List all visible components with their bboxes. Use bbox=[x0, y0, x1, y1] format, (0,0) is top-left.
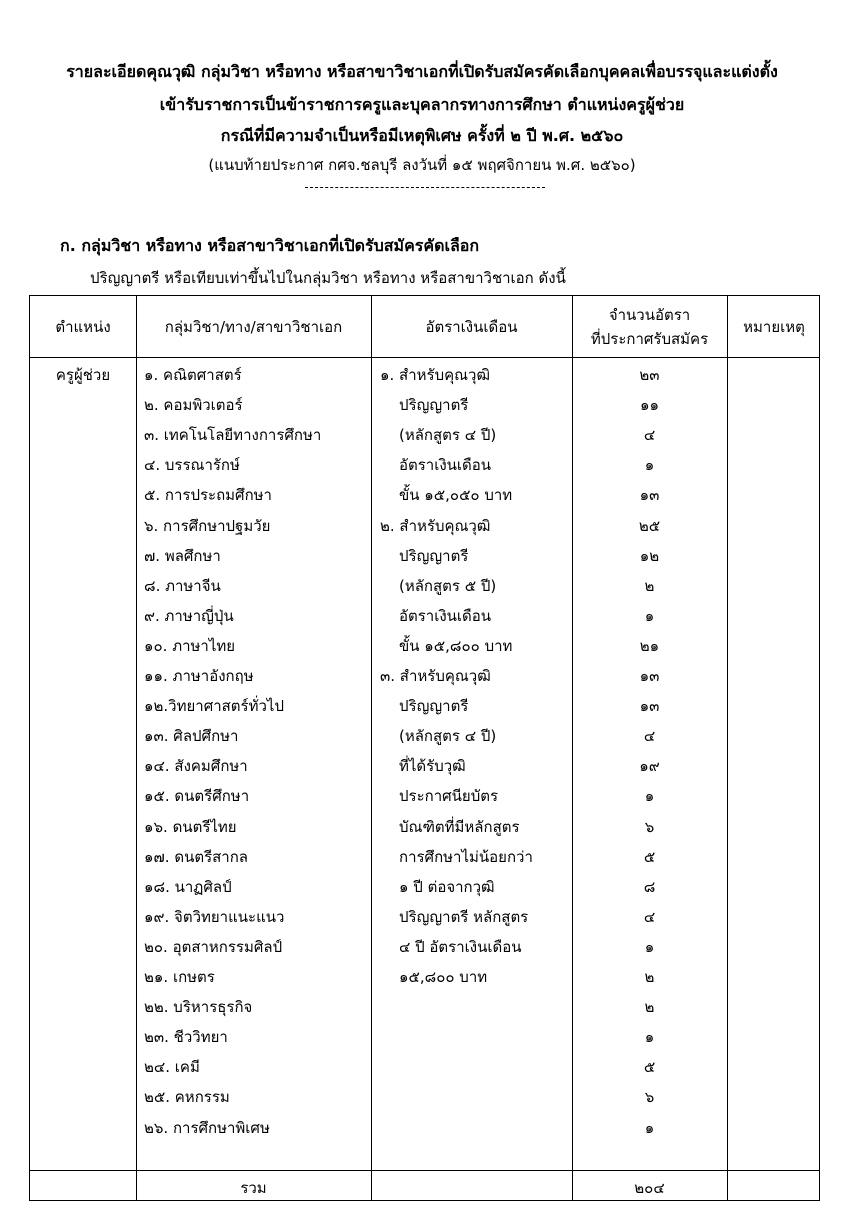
count-value: ๔ bbox=[643, 727, 656, 746]
count-value: ๑ bbox=[644, 1118, 655, 1137]
section-subtitle: ปริญญาตรี หรือเทียบเท่าขึ้นไปในกลุ่มวิชา หรือทาง หรือสาขาวิชาเอก ดังนี้ bbox=[90, 269, 566, 287]
header-remark: หมายเหตุ bbox=[743, 317, 805, 336]
count-value: ๑ bbox=[644, 606, 655, 625]
salary-line: ขั้น ๑๕,๐๕๐ บาท bbox=[399, 486, 513, 505]
column-divider bbox=[727, 296, 728, 1200]
subject-item: ๑๗. ดนตรีสากล bbox=[144, 847, 248, 866]
subject-item: ๑๑. ภาษาอังกฤษ bbox=[144, 667, 254, 685]
subject-item: ๒๕. คหกรรม bbox=[144, 1088, 230, 1107]
subject-item: ๒๖. การศึกษาพิเศษ bbox=[144, 1118, 270, 1137]
salary-line: ๒. สำหรับคุณวุฒิ bbox=[380, 516, 491, 535]
count-value: ๑ bbox=[644, 1028, 655, 1047]
doc-attachment-note: (แนบท้ายประกาศ กศจ.ชลบุรี ลงวันที่ ๑๕ พฤศจิกายน พ.ศ. ๒๕๖๐) bbox=[208, 156, 636, 174]
salary-line: (หลักสูตร ๕ ปี) bbox=[399, 576, 497, 595]
count-value: ๘ bbox=[643, 877, 656, 896]
header-position: ตำแหน่ง bbox=[55, 317, 111, 336]
dashed-divider bbox=[305, 187, 545, 188]
subject-item: ๒๓. ชีววิทยา bbox=[144, 1028, 228, 1047]
subject-item: ๖. การศึกษาปฐมวัย bbox=[144, 516, 271, 535]
column-divider bbox=[371, 296, 372, 1200]
section-title: ก. กลุ่มวิชา หรือทาง หรือสาขาวิชาเอกที่เปิดรับสมัครคัดเลือก bbox=[60, 236, 480, 255]
salary-line: ประกาศนียบัตร bbox=[399, 787, 499, 806]
count-value: ๑๓ bbox=[639, 697, 660, 716]
count-value: ๕ bbox=[643, 1058, 656, 1077]
count-value: ๑๑ bbox=[639, 396, 660, 415]
count-value: ๖ bbox=[644, 1088, 655, 1107]
salary-line: ๔ ปี อัตราเงินเดือน bbox=[399, 937, 522, 956]
header-count-line1: จำนวนอัตรา bbox=[608, 305, 691, 324]
count-value: ๑๓ bbox=[639, 667, 660, 685]
subject-item: ๒๔. เคมี bbox=[144, 1058, 200, 1077]
qualification-table bbox=[29, 295, 820, 1201]
subject-item: ๑๐. ภาษาไทย bbox=[144, 636, 236, 655]
header-subject: กลุ่มวิชา/ทาง/สาขาวิชาเอก bbox=[164, 317, 343, 336]
salary-line: ๑ ปี ต่อจากวุฒิ bbox=[399, 877, 495, 896]
subject-item: ๑๙. จิตวิทยาแนะแนว bbox=[144, 907, 285, 926]
salary-line: บัณฑิตที่มีหลักสูตร bbox=[399, 817, 520, 836]
total-label: รวม bbox=[240, 1179, 267, 1197]
count-value: ๖ bbox=[644, 817, 655, 836]
salary-line: ปริญญาตรี หลักสูตร bbox=[399, 907, 529, 926]
header-row-divider bbox=[30, 357, 819, 358]
salary-line: ปริญญาตรี bbox=[399, 546, 469, 565]
header-count bbox=[572, 296, 727, 357]
subject-item: ๒. คอมพิวเตอร์ bbox=[144, 396, 243, 415]
subject-item: ๙. ภาษาญี่ปุ่น bbox=[144, 606, 234, 625]
count-value: ๒ bbox=[644, 998, 655, 1017]
subject-item: ๑๖. ดนตรีไทย bbox=[144, 817, 237, 836]
subject-item: ๒๒. บริหารธุรกิจ bbox=[144, 998, 253, 1017]
count-value: ๕ bbox=[643, 847, 656, 866]
count-value: ๒ bbox=[644, 576, 655, 595]
subject-item: ๑๕. ดนตรีศึกษา bbox=[144, 787, 250, 806]
count-value: ๒๑ bbox=[639, 636, 660, 655]
count-value: ๑ bbox=[644, 937, 655, 956]
doc-title-line2: เข้ารับราชการเป็นข้าราชการครูและบุคลากรทางการศึกษา ตำแหน่งครูผู้ช่วย bbox=[159, 95, 685, 114]
count-value: ๒ bbox=[644, 968, 655, 986]
subject-item: ๘. ภาษาจีน bbox=[144, 576, 221, 595]
subject-item: ๑๔. สังคมศึกษา bbox=[144, 757, 248, 776]
total-value: ๒๐๔ bbox=[634, 1179, 665, 1197]
count-value: ๑๒ bbox=[639, 546, 660, 565]
count-value: ๒๓ bbox=[639, 366, 660, 384]
column-divider bbox=[136, 296, 137, 1200]
salary-line: ปริญญาตรี bbox=[399, 697, 469, 716]
salary-line: อัตราเงินเดือน bbox=[399, 456, 492, 475]
count-value: ๔ bbox=[643, 907, 656, 926]
subject-item: ๓. เทคโนโลยีทางการศึกษา bbox=[144, 426, 322, 445]
subject-item: ๒๑. เกษตร bbox=[144, 968, 215, 986]
doc-title-line3: กรณีที่มีความจำเป็นหรือมีเหตุพิเศษ ครั้งที่ ๒ ปี พ.ศ. ๒๕๖๐ bbox=[220, 126, 624, 145]
subject-item: ๑๒.วิทยาศาสตร์ทั่วไป bbox=[144, 697, 284, 716]
salary-line: (หลักสูตร ๔ ปี) bbox=[399, 727, 497, 746]
subject-item: ๒๐. อุตสาหกรรมศิลป์ bbox=[144, 937, 283, 956]
subject-item: ๑๓. ศิลปศึกษา bbox=[144, 727, 239, 746]
subject-item: ๑. คณิตศาสตร์ bbox=[144, 366, 242, 384]
salary-line: ปริญญาตรี bbox=[399, 396, 469, 415]
subject-item: ๔. บรรณารักษ์ bbox=[144, 456, 240, 475]
count-value: ๒๕ bbox=[638, 516, 661, 535]
count-value: ๑๙ bbox=[639, 757, 660, 776]
doc-title-line1: รายละเอียดคุณวุฒิ กลุ่มวิชา หรือทาง หรือสาขาวิชาเอกที่เปิดรับสมัครคัดเลือกบุคคลเพื่อบรรจุและแต่งตั้ง bbox=[66, 62, 778, 81]
salary-line: อัตราเงินเดือน bbox=[399, 606, 492, 625]
header-count-line2: ที่ประกาศรับสมัคร bbox=[590, 329, 709, 348]
subject-item: ๗. พลศึกษา bbox=[144, 546, 221, 565]
salary-line: ที่ได้รับวุฒิ bbox=[399, 757, 466, 776]
salary-line: การศึกษาไม่น้อยกว่า bbox=[399, 847, 533, 866]
header-salary: อัตราเงินเดือน bbox=[425, 317, 518, 336]
salary-line: (หลักสูตร ๔ ปี) bbox=[399, 426, 497, 445]
salary-line: ๓. สำหรับคุณวุฒิ bbox=[380, 667, 491, 685]
count-value: ๑ bbox=[644, 787, 655, 806]
salary-line: ๑. สำหรับคุณวุฒิ bbox=[380, 366, 491, 384]
count-value: ๑ bbox=[644, 456, 655, 475]
subject-item: ๕. การประถมศึกษา bbox=[144, 486, 272, 505]
subject-item: ๑๘. นาฏศิลป์ bbox=[144, 877, 232, 896]
count-value: ๔ bbox=[643, 426, 656, 445]
salary-line: ขั้น ๑๕,๘๐๐ บาท bbox=[399, 636, 513, 655]
total-row-divider bbox=[30, 1170, 819, 1171]
count-value: ๑๓ bbox=[639, 486, 660, 505]
position-cell: ครูผู้ช่วย bbox=[55, 366, 111, 384]
salary-line: ๑๕,๘๐๐ บาท bbox=[399, 968, 488, 986]
